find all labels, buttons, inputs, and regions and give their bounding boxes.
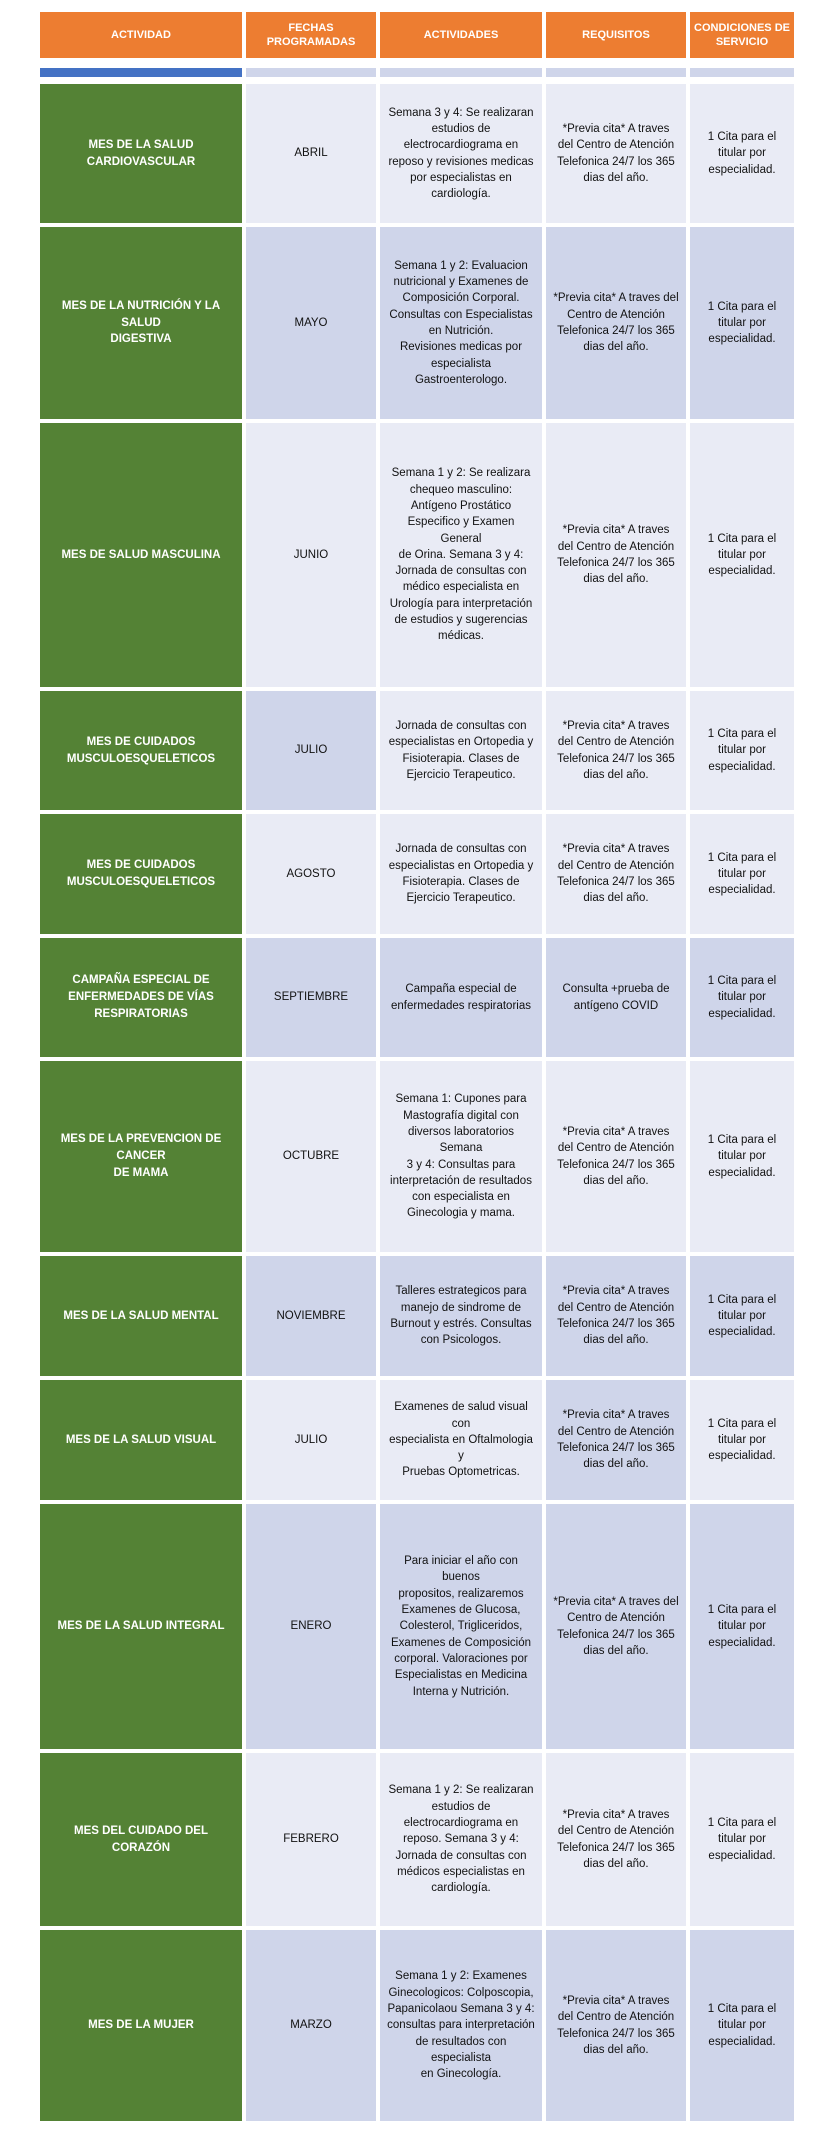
activity-description: Semana 1 y 2: Evaluacion nutricional y Examenes de Composición Corporal. Consultas con Especialistas en Nutrición. Revisiones medicas por especialista Gastroenterologo. bbox=[380, 227, 542, 419]
requirements: *Previa cita* A traves del Centro de Atención Telefonica 24/7 los 365 dias del año. bbox=[546, 423, 686, 687]
requirements: *Previa cita* A traves del Centro de Atención Telefonica 24/7 los 365 dias del año. bbox=[546, 1930, 686, 2121]
activity-name: MES DE LA SALUD VISUAL bbox=[40, 1380, 242, 1500]
activity-name: MES DE LA NUTRICIÓN Y LA SALUD DIGESTIVA bbox=[40, 227, 242, 419]
scheduled-month: JUNIO bbox=[246, 423, 376, 687]
activity-name: MES DE LA MUJER bbox=[40, 1930, 242, 2121]
table-row bbox=[40, 814, 788, 934]
activity-description: Talleres estrategicos para manejo de sindrome de Burnout y estrés. Consultas con Psicologos. bbox=[380, 1256, 542, 1376]
activity-description: Jornada de consultas con especialistas en Ortopedia y Fisioterapia. Clases de Ejercicio Terapeutico. bbox=[380, 691, 542, 810]
service-conditions: 1 Cita para el titular por especialidad. bbox=[690, 1753, 794, 1926]
scheduled-month: MARZO bbox=[246, 1930, 376, 2121]
activity-name: MES DE LA PREVENCION DE CANCER DE MAMA bbox=[40, 1061, 242, 1252]
scheduled-month: FEBRERO bbox=[246, 1753, 376, 1926]
header-requisitos: REQUISITOS bbox=[546, 12, 686, 58]
requirements: *Previa cita* A traves del Centro de Atención Telefonica 24/7 los 365 dias del año. bbox=[546, 1380, 686, 1500]
service-conditions: 1 Cita para el titular por especialidad. bbox=[690, 1256, 794, 1376]
table-row bbox=[40, 1930, 788, 2121]
requirements: *Previa cita* A traves del Centro de Atención Telefonica 24/7 los 365 dias del año. bbox=[546, 1504, 686, 1749]
activity-description: Semana 1 y 2: Examenes Ginecologicos: Colposcopia, Papanicolaou Semana 3 y 4: consultas para interpretación de resultados con especialista en Ginecología. bbox=[380, 1930, 542, 2121]
service-conditions: 1 Cita para el titular por especialidad. bbox=[690, 814, 794, 934]
separator-bar bbox=[546, 68, 686, 77]
table-row bbox=[40, 227, 788, 419]
scheduled-month: JULIO bbox=[246, 691, 376, 810]
table-row bbox=[40, 1256, 788, 1376]
activity-description: Campaña especial de enfermedades respiratorias bbox=[380, 938, 542, 1057]
activity-name: MES DEL CUIDADO DEL CORAZÓN bbox=[40, 1753, 242, 1926]
activity-description: Jornada de consultas con especialistas en Ortopedia y Fisioterapia. Clases de Ejercicio Terapeutico. bbox=[380, 814, 542, 934]
requirements: *Previa cita* A traves del Centro de Atención Telefonica 24/7 los 365 dias del año. bbox=[546, 1753, 686, 1926]
scheduled-month: ABRIL bbox=[246, 84, 376, 223]
scheduled-month: MAYO bbox=[246, 227, 376, 419]
health-campaign-calendar-table bbox=[40, 12, 788, 2125]
service-conditions: 1 Cita para el titular por especialidad. bbox=[690, 227, 794, 419]
separator-bar-accent bbox=[40, 68, 242, 77]
service-conditions: 1 Cita para el titular por especialidad. bbox=[690, 938, 794, 1057]
scheduled-month: ENERO bbox=[246, 1504, 376, 1749]
requirements: *Previa cita* A traves del Centro de Atención Telefonica 24/7 los 365 dias del año. bbox=[546, 227, 686, 419]
activity-name: MES DE LA SALUD MENTAL bbox=[40, 1256, 242, 1376]
service-conditions: 1 Cita para el titular por especialidad. bbox=[690, 84, 794, 223]
service-conditions: 1 Cita para el titular por especialidad. bbox=[690, 1504, 794, 1749]
activity-description: Semana 1 y 2: Se realizaran estudios de electrocardiograma en reposo. Semana 3 y 4: Jornada de consultas con médicos especialistas en cardiología. bbox=[380, 1753, 542, 1926]
activity-description: Examenes de salud visual con especialista en Oftalmologia y Pruebas Optometricas. bbox=[380, 1380, 542, 1500]
requirements: *Previa cita* A traves del Centro de Atención Telefonica 24/7 los 365 dias del año. bbox=[546, 1256, 686, 1376]
activity-name: MES DE LA SALUD CARDIOVASCULAR bbox=[40, 84, 242, 223]
requirements: *Previa cita* A traves del Centro de Atención Telefonica 24/7 los 365 dias del año. bbox=[546, 691, 686, 810]
header-fechas-programadas: FECHAS PROGRAMADAS bbox=[246, 12, 376, 58]
table-row bbox=[40, 1380, 788, 1500]
activity-description: Para iniciar el año con buenos propositos, realizaremos Examenes de Glucosa, Colesterol, Trigliceridos, Examenes de Composición corporal. Valoraciones por Especialistas en Medicina Interna y Nutrición. bbox=[380, 1504, 542, 1749]
service-conditions: 1 Cita para el titular por especialidad. bbox=[690, 1380, 794, 1500]
service-conditions: 1 Cita para el titular por especialidad. bbox=[690, 1930, 794, 2121]
separator-bar bbox=[380, 68, 542, 77]
scheduled-month: AGOSTO bbox=[246, 814, 376, 934]
header-actividades: ACTIVIDADES bbox=[380, 12, 542, 58]
activity-name: CAMPAÑA ESPECIAL DE ENFERMEDADES DE VÍAS RESPIRATORIAS bbox=[40, 938, 242, 1057]
separator-bar bbox=[246, 68, 376, 77]
scheduled-month: OCTUBRE bbox=[246, 1061, 376, 1252]
scheduled-month: JULIO bbox=[246, 1380, 376, 1500]
service-conditions: 1 Cita para el titular por especialidad. bbox=[690, 423, 794, 687]
scheduled-month: NOVIEMBRE bbox=[246, 1256, 376, 1376]
requirements: *Previa cita* A traves del Centro de Atención Telefonica 24/7 los 365 dias del año. bbox=[546, 814, 686, 934]
header-condiciones: CONDICIONES DE SERVICIO bbox=[690, 12, 794, 58]
table-row bbox=[40, 691, 788, 810]
activity-name: MES DE LA SALUD INTEGRAL bbox=[40, 1504, 242, 1749]
requirements: *Previa cita* A traves del Centro de Atención Telefonica 24/7 los 365 dias del año. bbox=[546, 84, 686, 223]
activity-description: Semana 3 y 4: Se realizaran estudios de electrocardiograma en reposo y revisiones medicas por especialistas en cardiología. bbox=[380, 84, 542, 223]
activity-description: Semana 1 y 2: Se realizara chequeo masculino: Antígeno Prostático Especifico y Examen General de Orina. Semana 3 y 4: Jornada de consultas con médico especialista en Urología para interpretación de estudios y sugerencias médicas. bbox=[380, 423, 542, 687]
activity-description: Semana 1: Cupones para Mastografía digital con diversos laboratorios Semana 3 y 4: Consultas para interpretación de resultados con especialista en Ginecologia y mama. bbox=[380, 1061, 542, 1252]
header-actividad: ACTIVIDAD bbox=[40, 12, 242, 58]
requirements: *Previa cita* A traves del Centro de Atención Telefonica 24/7 los 365 dias del año. bbox=[546, 1061, 686, 1252]
table-row bbox=[40, 1061, 788, 1252]
separator-bar bbox=[690, 68, 794, 77]
table-row bbox=[40, 84, 788, 223]
activity-name: MES DE CUIDADOS MUSCULOESQUELETICOS bbox=[40, 814, 242, 934]
table-row bbox=[40, 1504, 788, 1749]
activity-name: MES DE SALUD MASCULINA bbox=[40, 423, 242, 687]
service-conditions: 1 Cita para el titular por especialidad. bbox=[690, 691, 794, 810]
activity-name: MES DE CUIDADOS MUSCULOESQUELETICOS bbox=[40, 691, 242, 810]
service-conditions: 1 Cita para el titular por especialidad. bbox=[690, 1061, 794, 1252]
table-header-row bbox=[40, 12, 788, 58]
requirements: Consulta +prueba de antígeno COVID bbox=[546, 938, 686, 1057]
table-row bbox=[40, 1753, 788, 1926]
table-row bbox=[40, 423, 788, 687]
table-row bbox=[40, 938, 788, 1057]
scheduled-month: SEPTIEMBRE bbox=[246, 938, 376, 1057]
header-separator-band bbox=[40, 68, 788, 77]
